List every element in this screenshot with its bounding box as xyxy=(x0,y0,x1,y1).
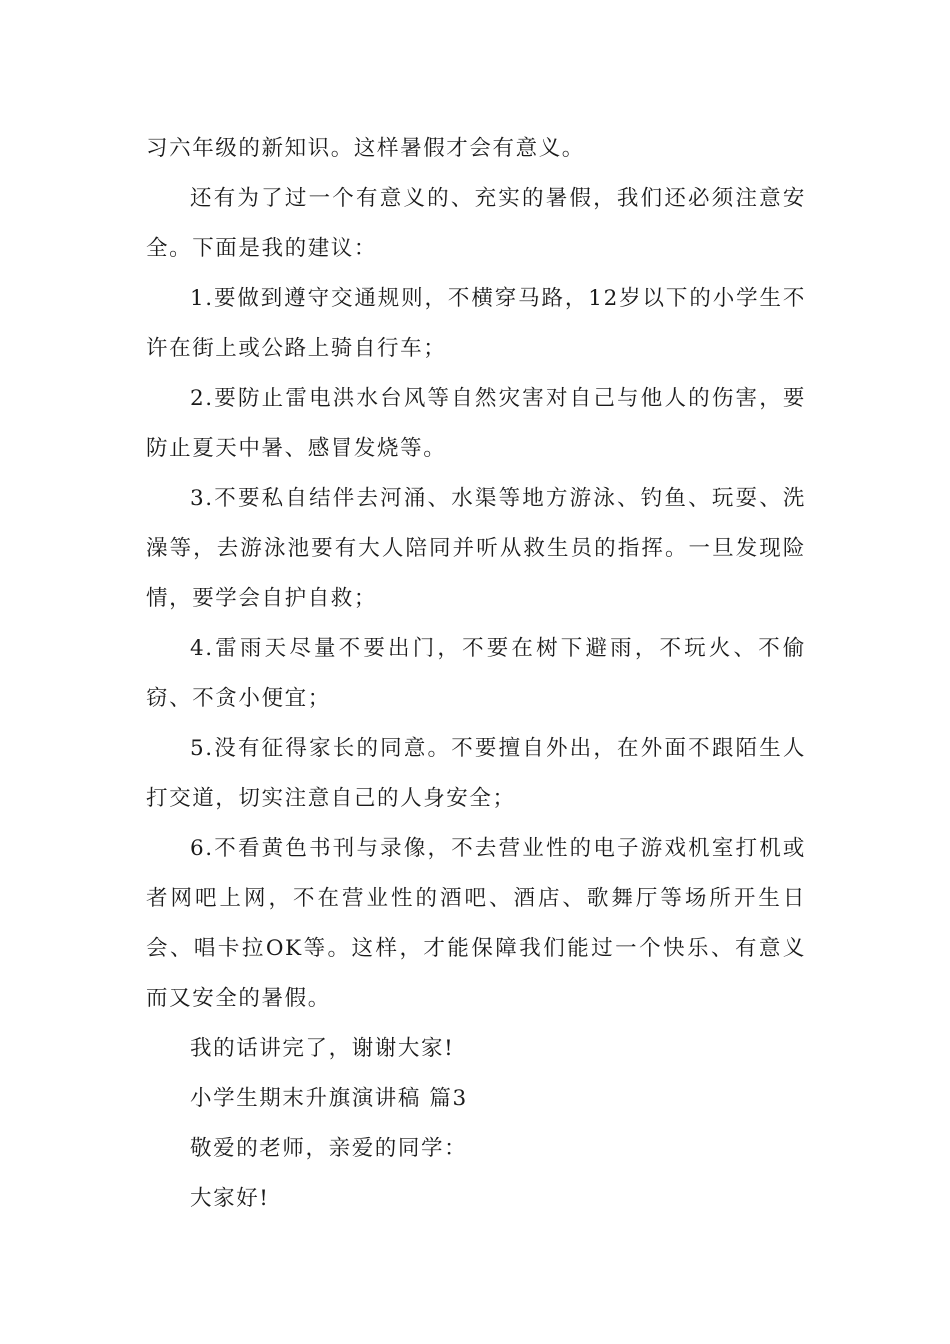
paragraph-salutation: 敬爱的老师，亲爱的同学： xyxy=(190,1136,468,1161)
document-page xyxy=(146,124,806,1224)
paragraph-closing: 我的话讲完了，谢谢大家! xyxy=(190,1036,455,1061)
paragraph-safety-intro: 还有为了过一个有意义的、充实的暑假，我们还必须注意安全。下面是我的建议： xyxy=(146,186,806,261)
paragraph-continuation: 习六年级的新知识。这样暑假才会有意义。 xyxy=(146,136,585,161)
paragraph-greeting: 大家好! xyxy=(190,1186,270,1211)
paragraph-item-2: 2.要防止雷电洪水台风等自然灾害对自己与他人的伤害，要防止夏天中暑、感冒发烧等。 xyxy=(146,386,806,461)
paragraph-item-3: 3.不要私自结伴去河涌、水渠等地方游泳、钓鱼、玩耍、洗澡等，去游泳池要有大人陪同并听从救生员的指挥。一旦发现险情，要学会自护自救； xyxy=(146,486,806,611)
section-heading: 小学生期末升旗演讲稿 篇3 xyxy=(190,1086,468,1111)
paragraph-item-5: 5.没有征得家长的同意。不要擅自外出，在外面不跟陌生人打交道，切实注意自己的人身安全； xyxy=(146,736,806,811)
paragraph-item-6: 6.不看黄色书刊与录像，不去营业性的电子游戏机室打机或者网吧上网，不在营业性的酒吧、酒店、歌舞厅等场所开生日会、唱卡拉OK等。这样，才能保障我们能过一个快乐、有意义而又安全的暑假。 xyxy=(146,836,806,1011)
paragraph-item-1: 1.要做到遵守交通规则，不横穿马路，12岁以下的小学生不许在街上或公路上骑自行车； xyxy=(146,286,806,361)
paragraph-item-4: 4.雷雨天尽量不要出门，不要在树下避雨，不玩火、不偷窃、不贪小便宜； xyxy=(146,636,806,711)
